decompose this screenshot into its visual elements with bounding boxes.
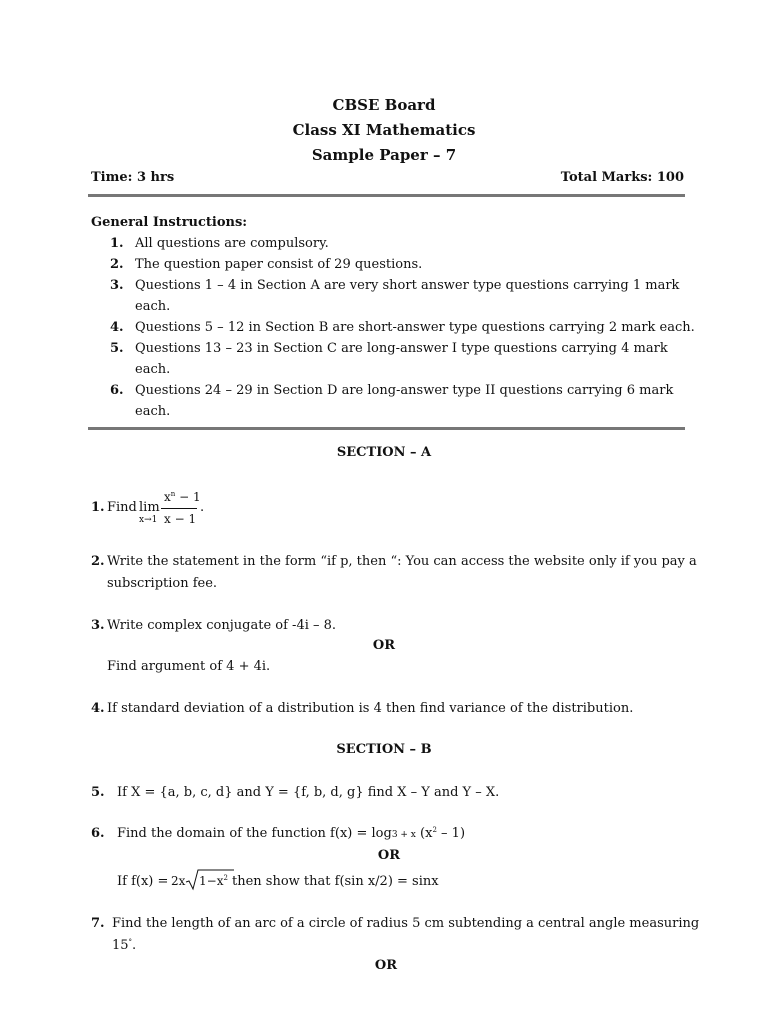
section-a-title: SECTION – A — [336, 445, 432, 460]
question-number: 6. — [91, 826, 105, 841]
q6-alt-radicand: $1-x^2$ — [199, 874, 228, 888]
instructions-heading: General Instructions: — [91, 215, 248, 230]
q1-period: . — [200, 500, 205, 515]
question-number: 7. — [91, 916, 105, 931]
instruction-text-continued: each. — [135, 404, 171, 419]
instruction-text: Questions 13 – 23 in Section C are long-answer I type questions carrying 4 mark — [135, 341, 668, 356]
header-divider — [88, 194, 685, 197]
q1-lim-subscript: x→1 — [139, 515, 158, 525]
section-b-title: SECTION – B — [336, 742, 432, 757]
instruction-number: 2. — [110, 257, 124, 272]
question-number: 3. — [91, 618, 105, 633]
class-title: Class XI Mathematics — [292, 121, 476, 139]
instruction-text: Questions 24 – 29 in Section D are long-answer type II questions carrying 6 mark — [135, 383, 674, 398]
or-label: OR — [372, 638, 396, 653]
paper-title: Sample Paper – 7 — [311, 146, 457, 164]
instruction-number: 5. — [110, 341, 124, 356]
q3-alt-text: Find argument of 4 + 4i. — [107, 659, 271, 674]
q4-text: If standard deviation of a distribution is 4 then find variance of the distribution. — [107, 701, 634, 716]
q1-numerator: $x^n - 1$ — [164, 490, 201, 504]
board-title: CBSE Board — [332, 96, 436, 114]
q6-alt-text-start: If f(x) = — [117, 874, 169, 889]
q2-text: Write the statement in the form “if p, then “: You can access the website only if you pay a — [107, 554, 697, 569]
q1-lim: lim — [139, 500, 160, 515]
instruction-number: 4. — [110, 320, 124, 335]
question-number: 5. — [91, 785, 105, 800]
instructions-divider — [88, 427, 685, 430]
instruction-number: 1. — [110, 236, 124, 251]
q2-text-continued: subscription fee. — [107, 576, 218, 591]
instruction-number: 3. — [110, 278, 124, 293]
question-number: 1. — [91, 500, 105, 515]
q5-text: If X = {a, b, c, d} and Y = {f, b, d, g} find X – Y and Y – X. — [117, 785, 500, 800]
q6-alt-2x: 2x — [171, 874, 186, 888]
question-number: 2. — [91, 554, 105, 569]
q1-fraction-bar — [161, 508, 197, 509]
instruction-text-continued: each. — [135, 362, 171, 377]
instruction-text-continued: each. — [135, 299, 171, 314]
q7-text: Find the length of an arc of a circle of radius 5 cm subtending a central angle measuring — [112, 916, 700, 931]
q7-text-continued: 15°. — [112, 938, 137, 953]
instruction-text: Questions 1 – 4 in Section A are very short answer type questions carrying 1 mark — [135, 278, 680, 293]
or-label: OR — [377, 848, 401, 863]
q1-find: Find — [107, 500, 137, 515]
q1-denominator: x − 1 — [164, 512, 197, 526]
instruction-text: All questions are compulsory. — [135, 236, 329, 251]
q6-alt-text-end: then show that f(sin x/2) = sinx — [232, 874, 439, 889]
time-label: Time: 3 hrs — [91, 170, 175, 185]
instruction-number: 6. — [110, 383, 124, 398]
instruction-text: The question paper consist of 29 questions. — [135, 257, 423, 272]
q6-text: Find the domain of the function f(x) = log3 + x $(x^2 - 1)$ — [117, 826, 466, 841]
total-marks-label: Total Marks: 100 — [560, 170, 684, 185]
or-label: OR — [374, 958, 398, 973]
q3-text: Write complex conjugate of -4i – 8. — [107, 618, 337, 633]
question-number: 4. — [91, 701, 105, 716]
instruction-text: Questions 5 – 12 in Section B are short-answer type questions carrying 2 mark each. — [135, 320, 695, 335]
